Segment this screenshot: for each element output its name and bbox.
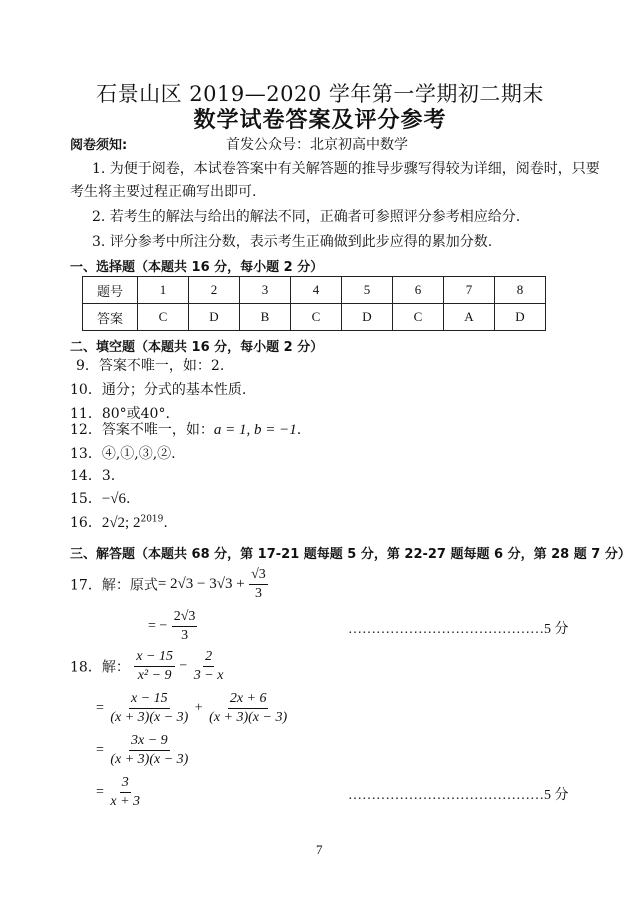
question-number-row — [83, 277, 546, 304]
note-1b: 考生将主要过程正确写出即可. — [70, 184, 257, 200]
answer-17-label: 17．解：原式 — [70, 577, 158, 594]
fraction-denominator: (x + 3)(x − 3) — [110, 752, 189, 767]
fraction-denominator: 3 — [181, 628, 189, 643]
fraction-denominator: 3 − x — [193, 668, 224, 683]
fraction-numerator: 2√3 — [172, 608, 198, 627]
answer-18-label: 18．解： — [70, 659, 130, 676]
equals-sign: = — [96, 700, 104, 716]
equals-sign: = — [96, 784, 104, 800]
answer-15: 15．−√6. — [70, 491, 131, 507]
answer-cell: D — [342, 304, 393, 331]
answer-11: 11．80°或40°. — [70, 406, 170, 422]
question-cell: 2 — [189, 277, 240, 304]
section-3-heading: 三、解答题（本题共 68 分，第 17-21 题每题 5 分，第 22-27 题每题 6 分，第 28 题 7 分） — [70, 547, 631, 562]
answer-17-expression: = 2√3 − 3√3 + — [157, 576, 245, 592]
answer-17-result-sign: = − — [148, 618, 168, 634]
answer-18-step-2 — [96, 690, 289, 727]
answer-cell: C — [393, 304, 444, 331]
fraction-numerator: x − 15 — [134, 648, 175, 667]
answer-18-step-3 — [96, 732, 190, 769]
question-cell: 5 — [342, 277, 393, 304]
answer-15-prefix: 15． — [70, 491, 102, 507]
answer-cell: C — [138, 304, 189, 331]
answer-17-step-1 — [70, 566, 268, 603]
answer-9: 9．答案不唯一，如：2. — [76, 358, 225, 374]
answer-17-result-fraction — [172, 608, 198, 645]
fraction-numerator: 3x − 9 — [129, 732, 170, 751]
answer-18-step-3-fraction — [108, 732, 190, 769]
note-3: 3. 评分参考中所注分数，表示考生正确做到此步应得的累加分数. — [92, 234, 493, 250]
answer-header-cell: 答案 — [83, 304, 138, 331]
answer-cell: C — [291, 304, 342, 331]
answer-15-math: −√6 — [101, 491, 127, 507]
answer-cell: B — [240, 304, 291, 331]
answer-14: 14．3. — [70, 468, 116, 484]
answer-cell: A — [444, 304, 495, 331]
fraction-denominator: 3 — [254, 586, 262, 601]
answer-18-step-2-fraction-a — [108, 690, 190, 727]
answer-16-prefix: 16． — [70, 515, 102, 531]
answer-12-math: a = 1, b = −1 — [213, 422, 297, 438]
answer-16-math: 2√2; 2 — [101, 515, 141, 531]
section-2-heading: 二、填空题（本题共 16 分，每小题 2 分） — [70, 340, 324, 355]
title-line-1: 石景山区 2019—2020 学年第一学期初二期末 — [96, 82, 544, 106]
question-cell: 3 — [240, 277, 291, 304]
note-1a: 1. 为便于阅卷，本试卷答案中有关解答题的推导步骤写得较为详细，阅卷时，只要 — [92, 161, 600, 177]
answer-17-step-2 — [148, 608, 197, 645]
reading-notes-label: 阅卷须知: — [70, 138, 128, 153]
answer-18-fraction-2 — [192, 648, 226, 685]
fraction-numerator: 2x + 6 — [228, 690, 269, 709]
answer-17-score: ……………………………………5 分 — [348, 622, 569, 637]
answer-16: 16．2√2; $2^{2019}$. — [70, 514, 168, 531]
answer-13: 13．④,①,③,②. — [70, 446, 176, 462]
answer-table — [82, 276, 546, 331]
note-2: 2. 若考生的解法与给出的解法不同，正确者可参照评分参考相应给分. — [92, 209, 521, 225]
page-number: 7 — [316, 842, 323, 857]
answer-17-fraction — [249, 566, 268, 603]
equals-sign: = — [96, 742, 104, 758]
answer-12: 12．答案不唯一，如：a = 1, b = −1. — [70, 422, 302, 438]
fraction-numerator: 3 — [120, 774, 131, 793]
answer-10: 10．通分；分式的基本性质. — [70, 382, 247, 398]
fraction-denominator: x + 3 — [110, 794, 141, 809]
answer-12-prefix: 12．答案不唯一，如： — [70, 422, 214, 438]
question-cell: 7 — [444, 277, 495, 304]
fraction-denominator: (x + 3)(x − 3) — [110, 710, 189, 725]
section-1-heading: 一、选择题（本题共 16 分，每小题 2 分） — [70, 260, 324, 275]
wechat-note: 首发公众号：北京初高中数学 — [226, 137, 408, 153]
answer-cell: D — [495, 304, 546, 331]
answer-18-step-4 — [96, 774, 142, 811]
answer-row — [83, 304, 546, 331]
plus-sign: + — [194, 700, 203, 716]
answer-18-fraction-1 — [134, 648, 175, 685]
question-cell: 6 — [393, 277, 444, 304]
question-header-cell: 题号 — [83, 277, 138, 304]
answer-cell: D — [189, 304, 240, 331]
question-cell: 8 — [495, 277, 546, 304]
fraction-denominator: (x + 3)(x − 3) — [209, 710, 288, 725]
minus-sign: − — [179, 658, 188, 674]
fraction-numerator: 2 — [203, 648, 214, 667]
fraction-numerator: x − 15 — [129, 690, 170, 709]
answer-18-step-1 — [70, 648, 225, 685]
answer-18-step-4-fraction — [108, 774, 142, 811]
title-line-2: 数学试卷答案及评分参考 — [193, 108, 447, 133]
question-cell: 1 — [138, 277, 189, 304]
answer-18-score: ……………………………………5 分 — [348, 788, 569, 803]
fraction-numerator: √3 — [249, 566, 268, 585]
answer-18-step-2-fraction-b — [207, 690, 289, 727]
question-cell: 4 — [291, 277, 342, 304]
fraction-denominator: x² − 9 — [137, 668, 172, 683]
answer-16-exponent: 2019 — [140, 514, 164, 525]
